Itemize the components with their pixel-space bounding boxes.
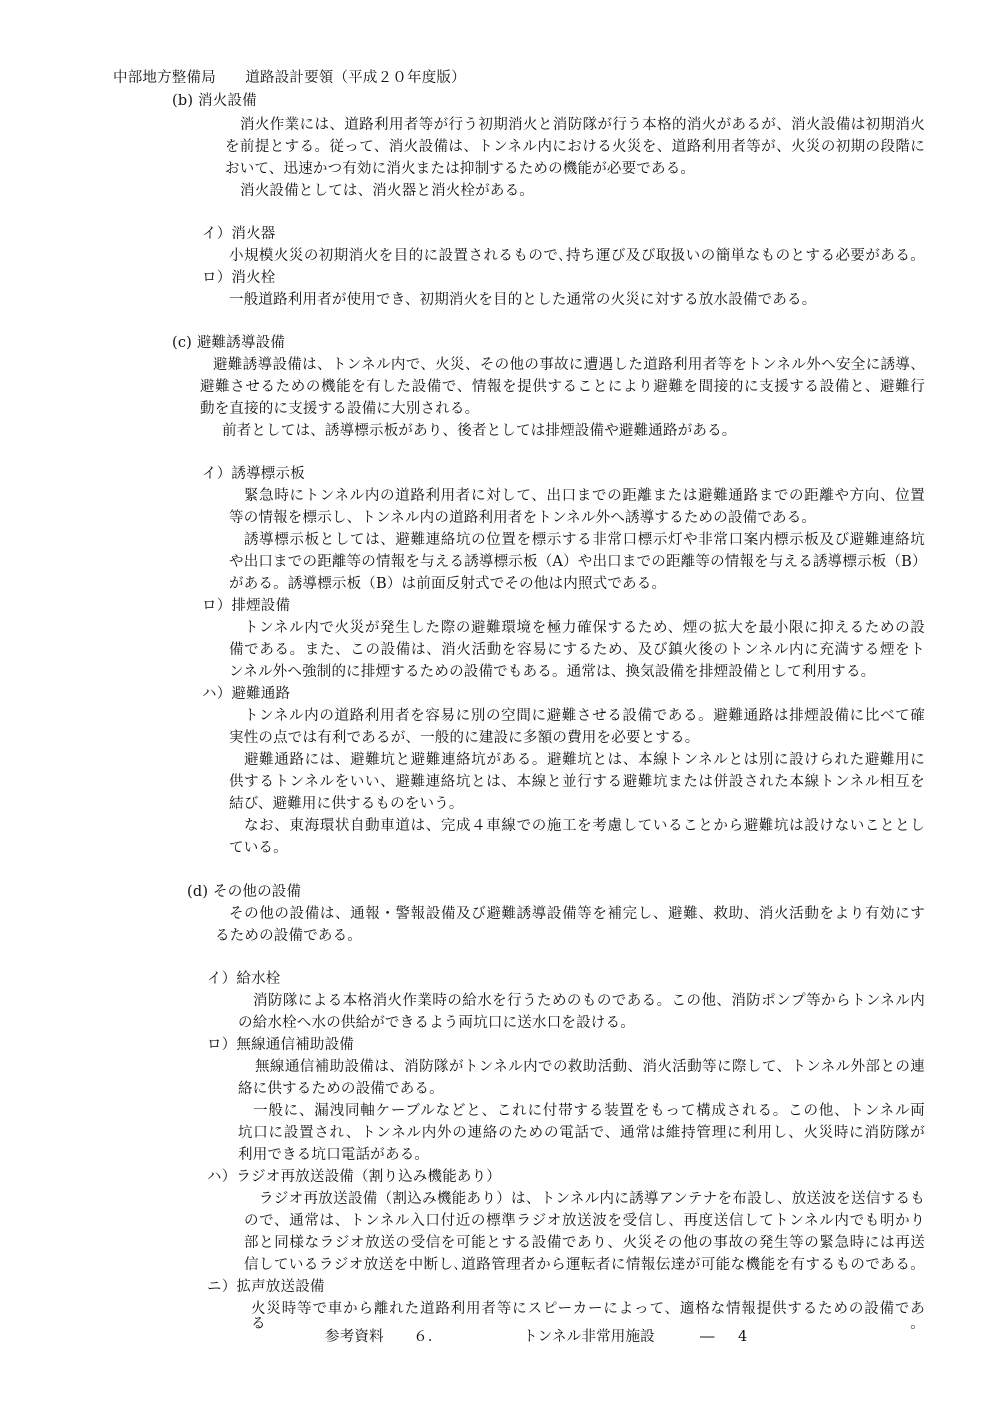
page-header: 中部地方整備局 道路設計要領（平成２０年度版） (113, 70, 466, 86)
section-d-text: その他の設備は、通報・警報設備及び避難誘導設備等を補完し、避難、救助、消火活動をより有効にす (229, 906, 925, 922)
section-d-ni-heading: ニ）拡声放送設備 (207, 1279, 325, 1295)
footer-title: トンネル非常用施設 (523, 1329, 655, 1345)
section-c-i-text: がある。誘導標示板（B）は前面反射式でその他は内照式である。 (229, 576, 667, 592)
page-number: 4 (738, 1329, 748, 1345)
section-d-ro-text: 無線通信補助設備は、消防隊がトンネル内での救助活動、消火活動等に際して、トンネル外部との連 (255, 1059, 925, 1075)
section-c-i-text: 等の情報を標示し、トンネル内の道路利用者をトンネル外へ誘導するための設備である。 (229, 510, 817, 526)
section-c-ro-text: ンネル外へ強制的に排煙するための設備でもある。通常は、換気設備を排煙設備として利用する。 (229, 664, 876, 680)
footer-reference: 参考資料 ６． (325, 1329, 443, 1345)
section-d-ha-text: ラジオ再放送設備（割込み機能あり）は、トンネル内に誘導アンテナを布設し、放送波を送信するも (259, 1191, 925, 1207)
section-c-i-heading: イ）誘導標示板 (202, 466, 305, 482)
section-d-ro-heading: ロ）無線通信補助設備 (207, 1037, 354, 1053)
section-c-ha-text: 避難通路には、避難坑と避難連絡坑がある。避難坑とは、本線トンネルとは別に設けられた避難用に (244, 752, 925, 768)
section-c-ha-text: 供するトンネルをいい、避難連絡坑とは、本線と並行する避難坑または併設された本線トンネル相互を (229, 774, 925, 790)
section-c-ro-text: 備である。また、この設備は、消火活動を容易にするため、及び鎮火後のトンネル内に充満する煙をト (229, 642, 925, 658)
section-c-ha-text: 結び、避難用に供するものをいう。 (229, 796, 464, 812)
section-b-i-heading: イ）消火器 (202, 226, 276, 242)
section-c-i-text: や出口までの距離等の情報を与える誘導標示板（A）や出口までの距離等の情報を与える誘導標示板（B） (229, 554, 927, 570)
section-b-text: 消火設備としては、消火器と消火栓がある。 (240, 183, 534, 199)
section-d-ro-text: 一般に、漏洩同軸ケーブルなどと、これに付帯する装置をもって構成される。この他、トンネル両 (253, 1103, 925, 1119)
section-c-ha-text: 実性の点では有利であるが、一般的に建設に多額の費用を必要とする。 (229, 730, 700, 746)
section-c-ro-text: トンネル内で火災が発生した際の避難環境を極力確保するため、煙の拡大を最小限に抑えるための設 (244, 620, 925, 636)
section-b-ro-heading: ロ）消火栓 (202, 270, 276, 286)
section-d-text: るための設備である。 (215, 928, 362, 944)
section-d-i-text: の給水栓へ水の供給ができるよう両坑口に送水口を設ける。 (238, 1015, 635, 1031)
section-b-text: 消火作業には、道路利用者等が行う初期消火と消防隊が行う本格的消火があるが、消火設備は初期消火 (240, 117, 925, 133)
section-c-ha-text: なお、東海環状自動車道は、完成４車線での施工を考慮していることから避難坑は設けないこととし (244, 818, 925, 834)
section-b-text: を前提とする。従って、消火設備は、トンネル内における火災を、道路利用者等が、火災の初期の段階に (225, 139, 925, 155)
section-d-ro-text: 坑口に設置され、トンネル内外の連絡のための電話で、通常は維持管理に利用し、火災時に消防隊が (238, 1125, 925, 1141)
section-d-ni-text: 火災時等で車から離れた道路利用者等にスピーカーによって、適格な情報提供するための設備である。 (251, 1301, 925, 1332)
section-d-ro-text: 利用できる坑口電話がある。 (238, 1147, 430, 1163)
section-c-ha-text: ている。 (229, 840, 288, 856)
section-c-ha-heading: ハ）避難通路 (202, 686, 291, 702)
section-c-i-text: 緊急時にトンネル内の道路利用者に対して、出口までの距離または避難通路までの距離や方向、位置 (244, 488, 925, 504)
section-c-text: 避難誘導設備は、トンネル内で、火災、その他の事故に遭遇した道路利用者等をトンネル外へ安全に誘導、 (213, 357, 925, 373)
section-b-text: おいて、迅速かつ有効に消火または抑制するための機能が必要である。 (225, 161, 696, 177)
section-c-i-text: 誘導標示板としては、避難連絡坑の位置を標示する非常口標示灯や非常口案内標示板及び避難連絡坑 (244, 532, 925, 548)
section-b-heading: (b) 消火設備 (172, 93, 257, 109)
section-d-ha-text: ので、通常は、トンネル入口付近の標準ラジオ放送波を受信し、再度送信してトンネル内でも明かり (244, 1213, 925, 1229)
section-c-text: 動を直接的に支援する設備に大別される。 (200, 401, 480, 417)
section-b-i-text: 小規模火災の初期消火を目的に設置されるもので､持ち運び及び取扱いの簡単なものとする必要がある。 (229, 248, 925, 264)
section-d-ha-heading: ハ）ラジオ再放送設備（割り込み機能あり） (207, 1169, 501, 1185)
footer-dash: ― (700, 1329, 715, 1345)
section-c-text: 避難させるための機能を有した設備で、情報を提供することにより避難を間接的に支援する設備と、避難行 (200, 379, 925, 395)
section-d-ha-text: 部と同様なラジオ放送の受信を可能とする設備であり、火災その他の事故の発生等の緊急時には再送 (244, 1235, 925, 1251)
section-c-text: 前者としては、誘導標示板があり、後者としては排煙設備や避難通路がある。 (222, 423, 737, 439)
section-d-ro-text: 絡に供するための設備である。 (238, 1081, 444, 1097)
section-d-ha-text: 信しているラジオ放送を中断し､道路管理者から運転者に情報伝達が可能な機能を有するものである。 (244, 1257, 925, 1273)
section-d-heading: (d) その他の設備 (187, 884, 302, 900)
section-b-ro-text: 一般道路利用者が使用でき、初期消火を目的とした通常の火災に対する放水設備である。 (229, 292, 817, 308)
section-c-ro-heading: ロ）排煙設備 (202, 598, 291, 614)
section-d-i-text: 消防隊による本格消火作業時の給水を行うためのものである。この他、消防ポンプ等からトンネル内 (253, 993, 925, 1009)
section-c-ha-text: トンネル内の道路利用者を容易に別の空間に避難させる設備である。避難通路は排煙設備に比べて確 (244, 708, 925, 724)
section-d-i-heading: イ）給水栓 (207, 971, 281, 987)
section-c-heading: (c) 避難誘導設備 (172, 335, 286, 351)
